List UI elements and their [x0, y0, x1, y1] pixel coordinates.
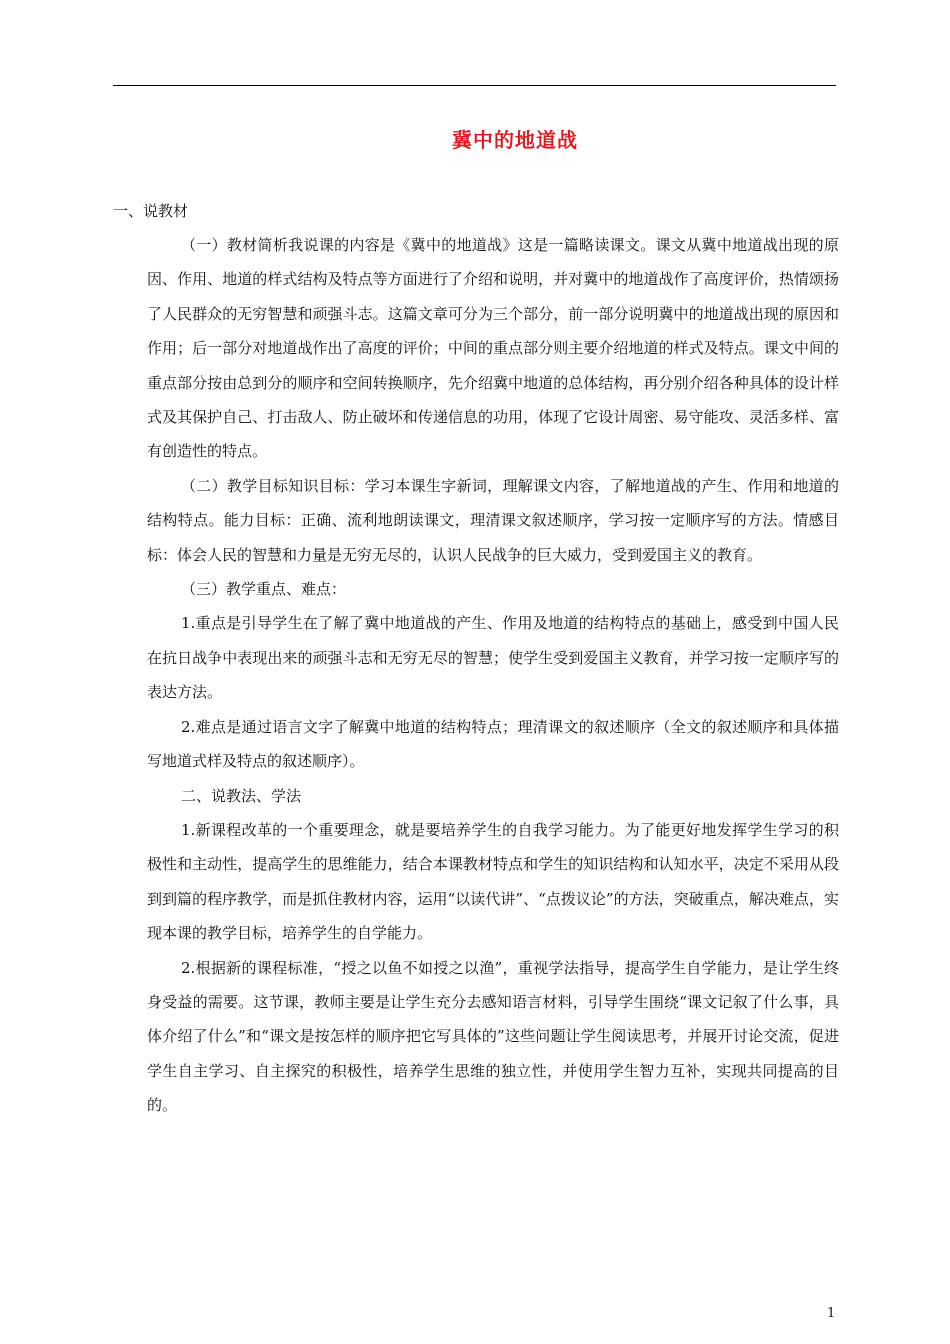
page-number: 1: [827, 1306, 836, 1321]
document-title: 冀中的地道战: [452, 128, 578, 152]
section-heading-methods: 二、说教法、学法: [181, 786, 302, 805]
document-body: [147, 228, 839, 1123]
section-heading-teaching-material: 一、说教材: [113, 202, 189, 220]
paragraph-teaching-goals: （二）教学目标知识目标：学习本课生字新词，理解课文内容，了解地道战的产生、作用和地道的结构特点。能力目标：正确、流利地朗读课文，理清课文叙述顺序，学习按一定顺序写的方法。情感目标：体会人民的智慧和力量是无穷无尽的，认识人民战争的巨大威力，受到爱国主义的教育。: [147, 476, 839, 564]
paragraph-key-point-1: 1.重点是引导学生在了解了冀中地道战的产生、作用及地道的结构特点的基础上，感受到中国人民在抗日战争中表现出来的顽强斗志和无穷无尽的智慧；使学生受到爱国主义教育，并学习按一定顺序写的表达方法。: [147, 614, 839, 702]
paragraph-key-points-heading: （三）教学重点、难点：: [181, 580, 347, 599]
header-rule: [113, 85, 836, 86]
paragraph-difficulty-2: 2.难点是通过语言文字了解冀中地道的结构特点；理清课文的叙述顺序（全文的叙述顺序和具体描写地道式样及特点的叙述顺序）。: [147, 717, 839, 771]
paragraph-material-analysis: （一）教材简析我说课的内容是《冀中的地道战》这是一篇略读课文。课文从冀中地道战出现的原因、作用、地道的样式结构及特点等方面进行了介绍和说明，并对冀中的地道战作了高度评价，热情颂扬了人民群众的无穷智慧和顽强斗志。这篇文章可分为三个部分，前一部分说明冀中的地道战出现的原因和作用；后一部分对地道战作出了高度的评价；中间的重点部分则主要介绍地道的样式及特点。课文中间的重点部分按由总到分的顺序和空间转换顺序，先介绍冀中地道的总体结构，再分别介绍各种具体的设计样式及其保护自己、打击敌人、防止破坏和传递信息的功用，体现了它设计周密、易守能攻、灵活多样、富有创造性的特点。: [147, 236, 839, 461]
paragraph-method-2: 2.根据新的课程标准，“授之以鱼不如授之以渔”，重视学法指导，提高学生自学能力，是让学生终身受益的需要。这节课，教师主要是让学生充分去感知语言材料，引导学生围绕“课文记叙了什么事，具体介绍了什么”和“课文是按怎样的顺序把它写具体的”这些问题让学生阅读思考，并展开讨论交流，促进学生自主学习、自主探究的积极性，培养学生思维的独立性，并使用学生智力互补，实现共同提高的目的。: [147, 958, 839, 1115]
paragraph-method-1: 1.新课程改革的一个重要理念，就是要培养学生的自我学习能力。为了能更好地发挥学生学习的积极性和主动性，提高学生的思维能力，结合本课教材特点和学生的知识结构和认知水平，决定不采用从段到到篇的程序教学，而是抓住教材内容，运用“以读代讲”、“点拨议论”的方法，突破重点，解决难点，实现本课的教学目标，培养学生的自学能力。: [147, 820, 839, 943]
